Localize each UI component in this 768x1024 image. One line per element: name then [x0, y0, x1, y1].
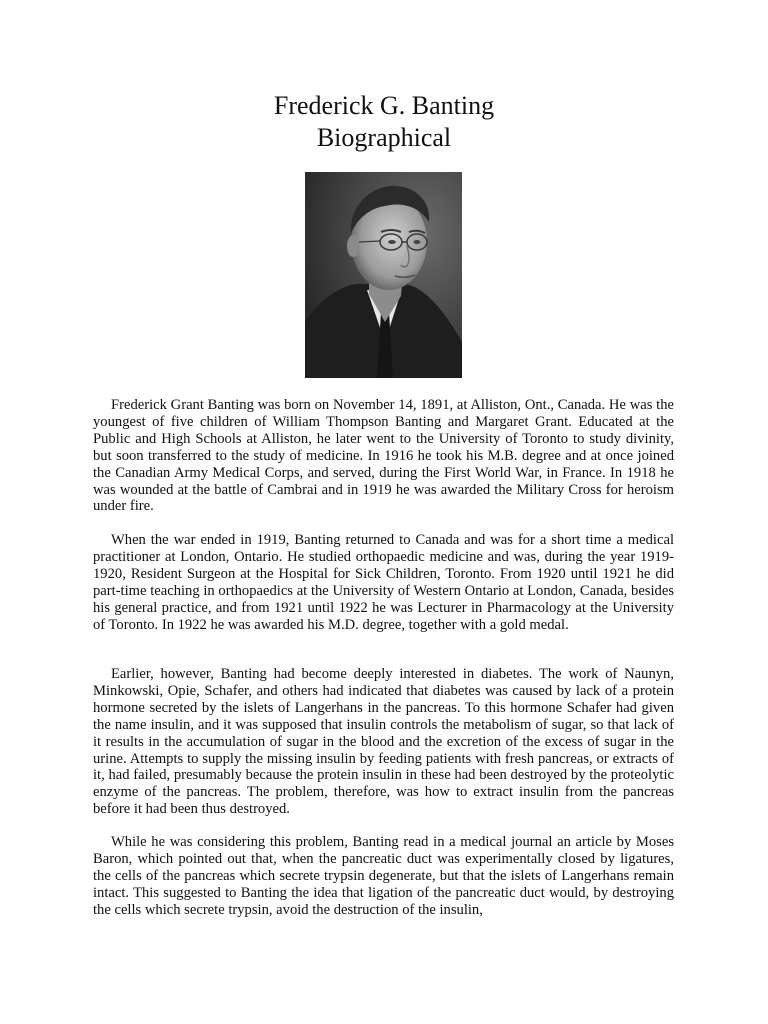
paragraph-diabetes-research: Earlier, however, Banting had become deeply interested in diabetes. The work of Naunyn, Minkowski, Opie, Schafer, and others had indicated that diabetes was caused by lack of a protein hormone secreted by the islets of Langerhans in the pancreas. To this hormone Schafer had given the name insulin, and it was supposed that insulin controls the metabolism of sugar, so that lack of it results in the accumulation of sugar in the blood and the excretion of the excess of sugar in the urine. Attempts to supply the missing insulin by feeding patients with fresh pancreas, or extracts of it, had failed, presumably because the protein insulin in these had been destroyed by the proteolytic enzyme of the pancreas. The problem, therefore, was how to extract insulin from the pancreas before it had been thus destroyed.: [93, 666, 674, 818]
portrait-photo: [305, 172, 462, 378]
document-subtitle: Biographical: [316, 123, 452, 152]
paragraph-medical-career: When the war ended in 1919, Banting returned to Canada and was for a short time a medical practitioner at London, Ontario. He studied orthopaedic medicine and was, during the year 1919-1920, Resident Surgeon at the Hospital for Sick Children, Toronto. From 1920 until 1921 he did part-time teaching in orthopaedics at the University of Western Ontario at London, Canada, besides his general practice, and from 1921 until 1922 he was Lecturer in Pharmacology at the University of Toronto. In 1922 he was awarded his M.D. degree, together with a gold medal.: [93, 532, 674, 633]
paragraph-early-life: Frederick Grant Banting was born on November 14, 1891, at Alliston, Ont., Canada. He was the youngest of five children of William Thompson Banting and Margaret Grant. Educated at the Public and High Schools at Alliston, he later went to the University of Toronto to study divinity, but soon transferred to the study of medicine. In 1916 he took his M.B. degree and at once joined the Canadian Army Medical Corps, and served, during the First World War, in France. In 1918 he was wounded at the battle of Cambrai and in 1919 he was awarded the Military Cross for heroism under fire.: [93, 397, 674, 515]
document-title: Frederick G. Banting: [273, 91, 495, 120]
paragraph-insulin-idea: While he was considering this problem, Banting read in a medical journal an article by Moses Baron, which pointed out that, when the pancreatic duct was experimentally closed by ligatures, the cells of the pancreas which secrete trypsin degenerate, but that the islets of Langerhans remain intact. This suggested to Banting the idea that ligation of the pancreatic duct would, by destroying the cells which secrete trypsin, avoid the destruction of the insulin,: [93, 834, 674, 918]
